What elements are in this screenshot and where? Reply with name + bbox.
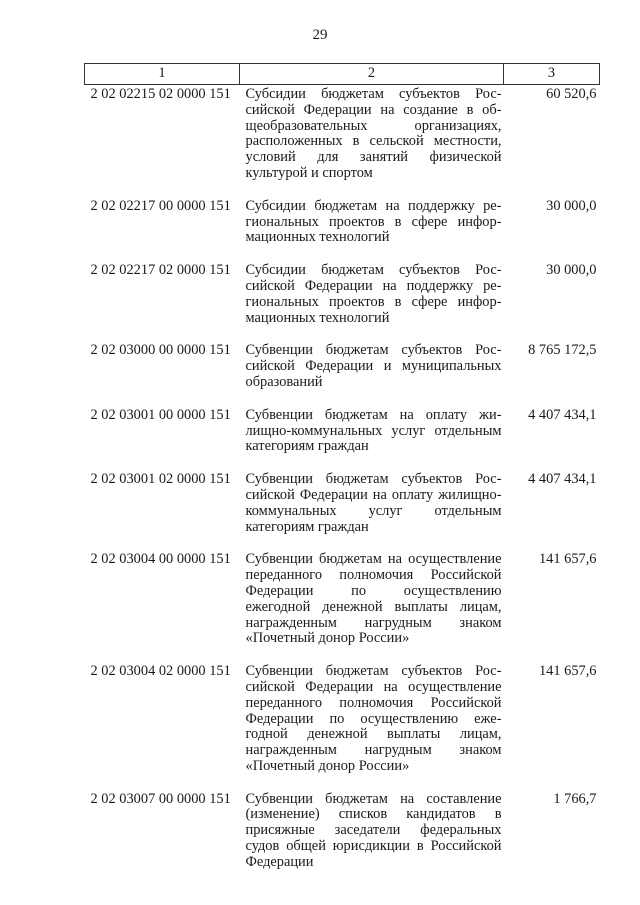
budget-amount	[504, 341, 600, 405]
budget-item-name-text: Субвенции бюджетам субъектов Российской Федерации и муниципальных образований	[245, 342, 502, 390]
budget-amount	[504, 550, 600, 662]
budget-code-text: 2 02 03004 00 0000 151	[90, 551, 231, 568]
budget-code	[85, 406, 240, 470]
table-row	[85, 470, 600, 550]
budget-amount-text: 30 000,0	[546, 262, 597, 279]
budget-amount	[504, 662, 600, 790]
budget-code	[85, 197, 240, 261]
table-row	[85, 85, 600, 197]
budget-amount	[504, 470, 600, 550]
budget-item-name-text: Субвенции бюджетам субъектов Российской Федерации на оплату жилищно-коммунальных услуг отдельным категориям граждан	[245, 471, 502, 535]
budget-code-text: 2 02 03000 00 0000 151	[90, 342, 231, 359]
budget-amount	[504, 790, 600, 886]
header-row	[85, 64, 600, 85]
header-col-code: 1	[85, 64, 240, 85]
budget-amount-text: 4 407 434,1	[528, 406, 597, 423]
budget-item-name	[240, 790, 504, 886]
budget-amount	[504, 406, 600, 470]
table-row	[85, 550, 600, 662]
budget-code	[85, 470, 240, 550]
header-col-name: 2	[240, 64, 504, 85]
budget-code-text: 2 02 03007 00 0000 151	[90, 790, 231, 807]
budget-item-name-text: Субсидии бюджетам субъектов Российской Федерации на поддержку региональных проектов в сфере информационных технологий	[245, 262, 502, 326]
budget-code	[85, 550, 240, 662]
budget-code	[85, 662, 240, 790]
budget-code-text: 2 02 03001 00 0000 151	[90, 406, 231, 423]
budget-amount-text: 8 765 172,5	[528, 342, 597, 359]
table-body	[85, 85, 600, 886]
budget-item-name	[240, 341, 504, 405]
budget-code-text: 2 02 03004 02 0000 151	[90, 663, 231, 680]
table-row	[85, 261, 600, 341]
budget-amount-text: 30 000,0	[546, 197, 597, 214]
budget-amount-text: 4 407 434,1	[528, 471, 597, 488]
budget-item-name	[240, 406, 504, 470]
budget-amount-text: 1 766,7	[553, 790, 597, 807]
budget-code	[85, 85, 240, 197]
budget-amount-text: 60 520,6	[546, 86, 597, 102]
budget-code	[85, 341, 240, 405]
budget-code-text: 2 02 02217 00 0000 151	[90, 197, 231, 214]
budget-item-name	[240, 662, 504, 790]
budget-code-text: 2 02 02217 02 0000 151	[90, 262, 231, 279]
budget-item-name	[240, 550, 504, 662]
budget-code	[85, 790, 240, 886]
table-row	[85, 197, 600, 261]
budget-item-name-text: Субвенции бюджетам на осуществление переданного полномочия Российской Федерации по осуществлению ежегодной денежной выплаты лицам, награжденным нагрудным знаком «Почетный донор России»	[245, 551, 502, 647]
budget-code-text: 2 02 03001 02 0000 151	[90, 471, 231, 488]
budget-item-name-text: Субвенции бюджетам на оплату жилищно-коммунальных услуг отдельным категориям граждан	[245, 406, 502, 455]
budget-amount	[504, 261, 600, 341]
budget-code-text: 2 02 02215 02 0000 151	[90, 86, 231, 102]
table-row	[85, 406, 600, 470]
table-row	[85, 662, 600, 790]
budget-item-name	[240, 85, 504, 197]
budget-table	[84, 63, 600, 886]
header-col-amount: 3	[504, 64, 600, 85]
page-number: 29	[312, 27, 328, 43]
budget-item-name-text: Субсидии бюджетам субъектов Российской Федерации на создание в общеобразовательных организациях, расположенных в сельской местности, условий для занятий физической культурой и спортом	[245, 86, 502, 181]
budget-amount-text: 141 657,6	[538, 663, 597, 680]
budget-item-name-text: Субсидии бюджетам на поддержку региональных проектов в сфере информационных технологий	[245, 197, 502, 246]
budget-item-name-text: Субвенции бюджетам субъектов Российской Федерации на осуществление переданного полномочия Российской Федерации по осуществлению ежегодной денежной выплаты лицам, награжденным нагрудным знаком «Почетный донор России»	[245, 663, 502, 774]
budget-amount-text: 141 657,6	[538, 551, 597, 568]
budget-amount	[504, 197, 600, 261]
budget-amount	[504, 85, 600, 197]
budget-item-name	[240, 470, 504, 550]
budget-item-name	[240, 261, 504, 341]
budget-item-name-text: Субвенции бюджетам на составление (изменение) списков кандидатов в присяжные заседатели федеральных судов общей юрисдикции в Российской Федерации	[245, 790, 502, 870]
table-header	[85, 64, 600, 85]
table-row	[85, 341, 600, 405]
table-row	[85, 790, 600, 886]
budget-item-name	[240, 197, 504, 261]
budget-code	[85, 261, 240, 341]
